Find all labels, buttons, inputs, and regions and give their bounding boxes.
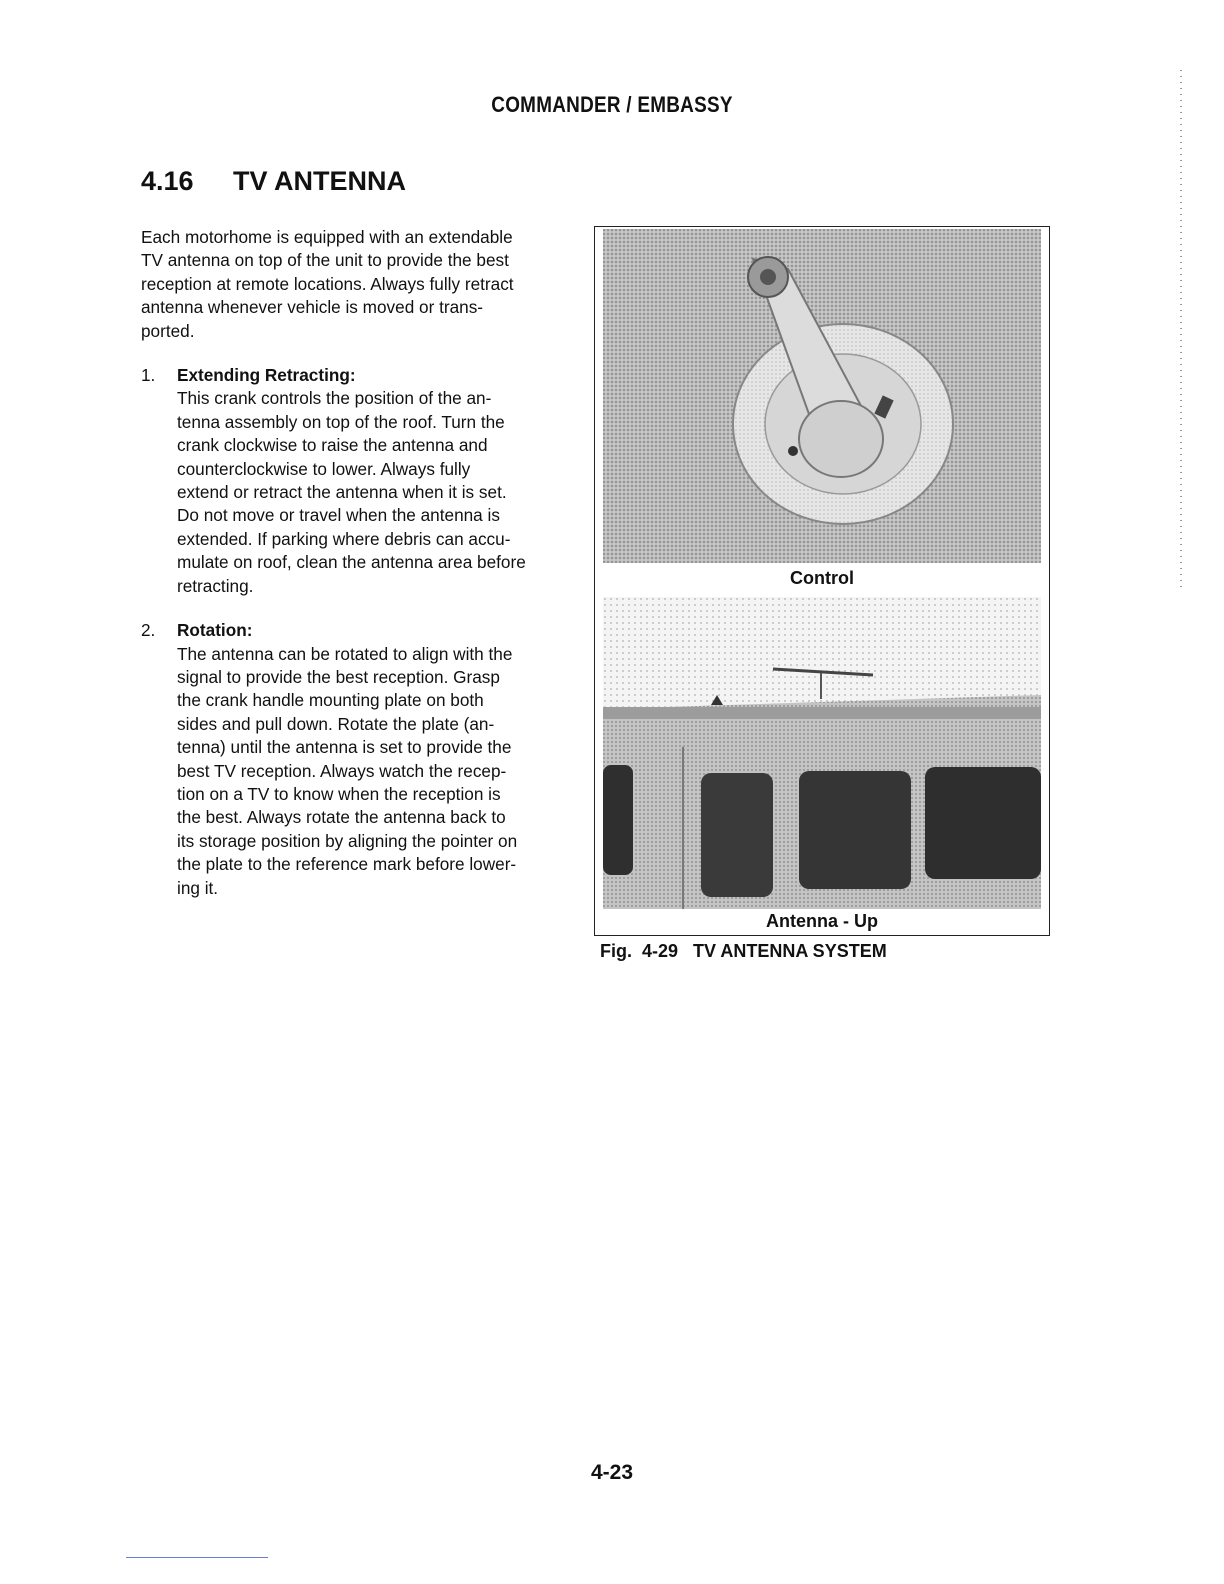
list-item-line: the plate to the reference mark before lower-	[177, 854, 517, 875]
antenna-up-photo	[603, 597, 1041, 909]
intro-line: ported.	[141, 320, 195, 341]
list-item-line: the crank handle mounting plate on both	[177, 690, 484, 711]
list-item-line: crank clockwise to raise the antenna and	[177, 435, 488, 456]
list-item-line: best TV reception. Always watch the recep-	[177, 760, 507, 781]
list-item-line: Do not move or travel when the antenna is	[177, 505, 500, 526]
list-item-line: its storage position by aligning the pointer on	[177, 830, 518, 851]
scan-margin-marks	[1180, 70, 1182, 590]
list-item-line: signal to provide the best reception. Grasp	[177, 666, 500, 687]
list-item-number: 1.	[141, 365, 156, 386]
list-item-line: sides and pull down. Rotate the plate (an-	[177, 713, 495, 734]
list-item-line: ing it.	[177, 877, 219, 898]
list-item-line: tenna assembly on top of the roof. Turn the	[177, 411, 505, 432]
control-photo-caption: Control	[790, 568, 854, 588]
control-crank-photo	[603, 229, 1041, 563]
list-item-line: retracting.	[177, 575, 254, 596]
antenna-photo-caption: Antenna - Up	[766, 911, 878, 931]
list-item-number: 2.	[141, 620, 156, 641]
running-header: COMMANDER / EMBASSY	[491, 92, 733, 117]
list-item-rotation	[141, 619, 581, 900]
list-item-line: tion on a TV to know when the reception is	[177, 783, 501, 804]
list-item-line: extended. If parking where debris can accu-	[177, 528, 511, 549]
figure-caption: Fig. 4-29 TV ANTENNA SYSTEM	[600, 941, 887, 961]
list-item-line: mulate on roof, clean the antenna area before	[177, 552, 526, 573]
figure-frame	[594, 226, 1050, 936]
list-item-heading: Rotation:	[177, 620, 253, 641]
intro-line: Each motorhome is equipped with an extendable	[141, 227, 513, 247]
section-heading	[141, 166, 406, 197]
intro-line: TV antenna on top of the unit to provide the best	[141, 250, 509, 271]
list-item-line: This crank controls the position of the an-	[177, 388, 492, 409]
intro-paragraph	[141, 226, 581, 343]
footer-rule	[126, 1557, 268, 1558]
list-item-extending-retracting	[141, 364, 581, 598]
intro-line: reception at remote locations. Always fully retract	[141, 273, 514, 294]
section-title: TV ANTENNA	[233, 166, 406, 196]
intro-line: antenna whenever vehicle is moved or trans-	[141, 297, 484, 318]
section-number: 4.16	[141, 166, 194, 196]
body-text-column	[141, 226, 581, 921]
list-item-line: extend or retract the antenna when it is set.	[177, 482, 507, 503]
list-item-line: The antenna can be rotated to align with the	[177, 643, 513, 664]
list-item-heading: Extending Retracting:	[177, 365, 356, 386]
page-number: 4-23	[590, 1461, 634, 1484]
list-item-line: the best. Always rotate the antenna back to	[177, 807, 506, 828]
list-item-line: counterclockwise to lower. Always fully	[177, 458, 471, 479]
list-item-line: tenna) until the antenna is set to provide the	[177, 737, 512, 758]
